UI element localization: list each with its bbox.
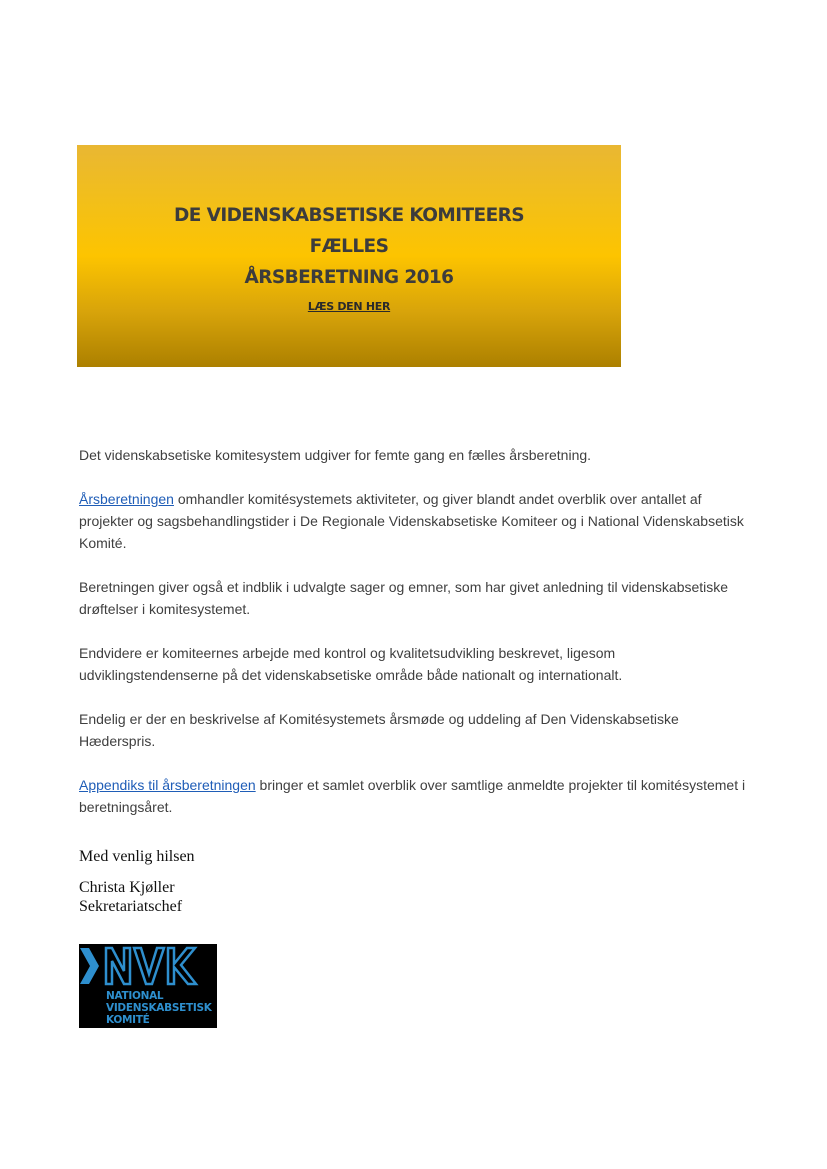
- paragraph-4: Endvidere er komiteernes arbejde med kontrol og kvalitetsudvikling beskrevet, ligesom udviklingstendenserne på det videnskabsetiske område både nationalt og internationalt.: [79, 645, 623, 683]
- appendix-link[interactable]: Appendiks til årsberetningen: [79, 777, 256, 793]
- paragraph-6-text: bringer et samlet overblik over samtlige anmeldte projekter til komitésystemet i beretningsåret.: [79, 777, 746, 815]
- nvk-logo-icon: [79, 944, 217, 990]
- greeting: Med venlig hilsen: [79, 848, 195, 865]
- paragraph-5: Endelig er der en beskrivelse af Komitésystemets årsmøde og uddeling af Den Videnskabsetiske Hæderspris.: [79, 711, 679, 749]
- paragraph-2: [79, 488, 749, 554]
- banner-title: [77, 200, 621, 293]
- annual-report-banner: [77, 145, 621, 367]
- body-text: [79, 444, 749, 840]
- banner-title-line-1: DE VIDENSKABSETISKE KOMITEERS: [174, 205, 524, 226]
- signoff: [79, 847, 195, 916]
- read-here-link[interactable]: LÆS DEN HER: [307, 300, 391, 313]
- banner-title-line-3: ÅRSBERETNING 2016: [244, 267, 454, 288]
- paragraph-2-text: omhandler komitésystemets aktiviteter, og giver blandt andet overblik over antallet af projekter og sagsbehandlingstider i De Regionale Videnskabsetiske Komiteer og i National Videnskabsetisk Komité.: [79, 491, 744, 551]
- paragraph-1: Det videnskabsetiske komitesystem udgiver for femte gang en fælles årsberetning.: [79, 447, 592, 463]
- logo-line-2: VIDENSKABSETISK: [106, 1002, 212, 1014]
- nvk-logo: [79, 944, 217, 1028]
- logo-text: [106, 990, 212, 1026]
- annual-report-link[interactable]: Årsberetningen: [79, 491, 174, 507]
- signer-name: Christa Kjøller: [79, 879, 175, 896]
- logo-line-3: KOMITÉ: [106, 1014, 150, 1026]
- logo-line-1: NATIONAL: [106, 990, 164, 1002]
- signer-title: Sekretariatschef: [79, 898, 183, 915]
- paragraph-6: [79, 774, 749, 818]
- paragraph-3: Beretningen giver også et indblik i udvalgte sager og emner, som har givet anledning til videnskabsetiske drøftelser i komitesystemet.: [79, 579, 729, 617]
- banner-title-line-2: FÆLLES: [309, 236, 389, 257]
